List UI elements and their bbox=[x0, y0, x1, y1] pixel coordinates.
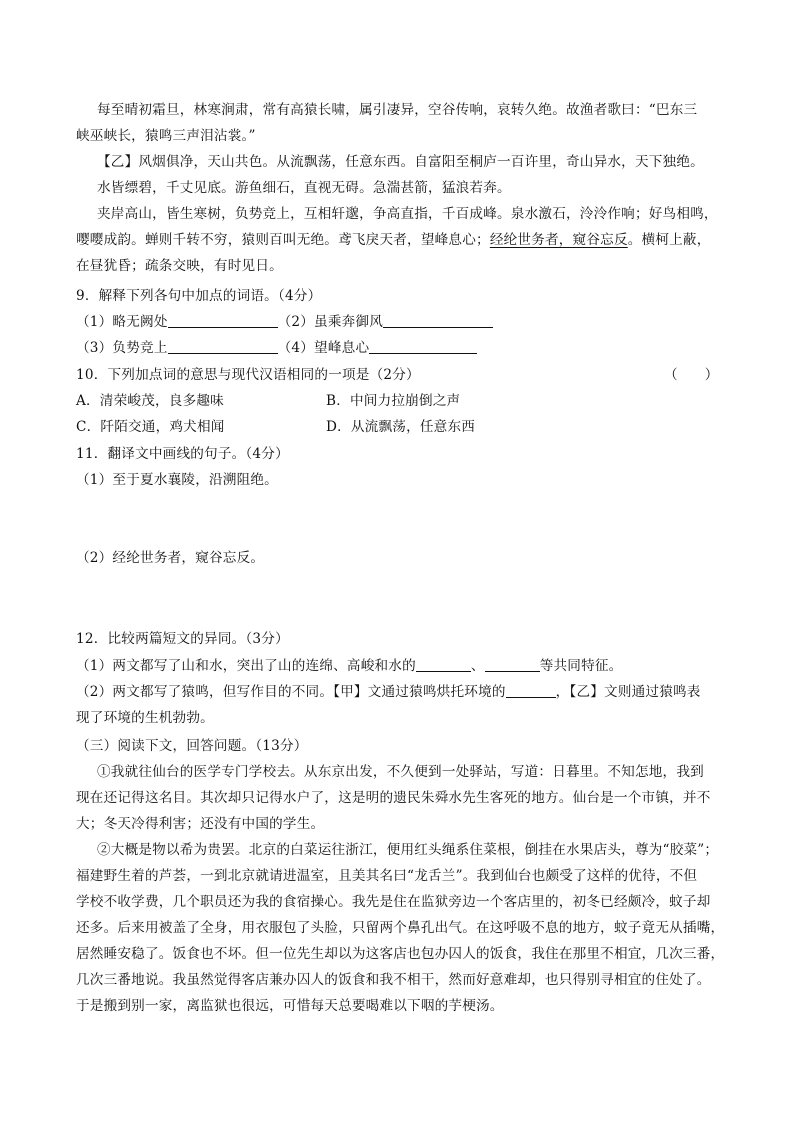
answer-blank[interactable] bbox=[168, 313, 278, 328]
section-3-heading: （三）阅读下文，回答问题。（13分） bbox=[76, 738, 308, 754]
passage-b-line: 在昼犹昏；疏条交映，有时见日。 bbox=[76, 258, 283, 274]
passage-b-text: 。横柯上蔽， bbox=[627, 232, 711, 248]
answer-blank[interactable] bbox=[416, 657, 471, 672]
passage-b-line: 夹岸高山，皆生寒树，负势竞上，互相轩邈，争高直指，千百成峰。泉水激石，泠泠作响；好鸟相鸣， bbox=[97, 206, 718, 222]
question-11-item: （1）至于夏水襄陵，沿溯阻绝。 bbox=[76, 472, 278, 488]
reading-line: 居然睡安稳了。饭食也不坏。但一位先生却以为这客店也包办囚人的饭食，我住在那里不相宜，几次三番， bbox=[76, 946, 725, 962]
passage-b-line bbox=[76, 231, 711, 249]
question-12-item bbox=[76, 683, 701, 701]
option-c[interactable]: C．阡陌交通，鸡犬相闻 bbox=[76, 419, 225, 435]
option-d[interactable]: D．从流飘荡，任意东西 bbox=[326, 419, 476, 435]
question-10-options-row bbox=[76, 392, 716, 410]
reading-line: 于是搬到别一家，离监狱也很远，可惜每天总要喝难以下咽的芋梗汤。 bbox=[76, 998, 504, 1014]
question-9-row bbox=[76, 339, 477, 357]
option-b[interactable]: B．中间力拉崩倒之声 bbox=[326, 393, 461, 409]
answer-blank[interactable] bbox=[485, 657, 540, 672]
question-12-line: 现了环境的生机勃勃。 bbox=[76, 710, 214, 726]
answer-blank[interactable] bbox=[168, 339, 278, 354]
question-12-item bbox=[76, 657, 622, 675]
answer-blank[interactable] bbox=[369, 339, 477, 354]
reading-line: 福建野生着的芦荟，一到北京就请进温室，且美其名曰“龙舌兰”。我到仙台也颇受了这样的优待，不但 bbox=[76, 868, 698, 884]
reading-line: ②大概是物以希为贵罢。北京的白菜运往浙江，便用红头绳系住菜根，倒挂在水果店头，尊为“胶菜”； bbox=[97, 842, 719, 858]
q12-text: （2）两文都写了猿鸣，但写作目的不同。【甲】文通过猿鸣烘托环境的 bbox=[76, 684, 506, 700]
q12-text: （1）两文都写了山和水，突出了山的连绵、高峻和水的 bbox=[76, 658, 416, 674]
underlined-sentence: 经纶世务者，窥谷忘反 bbox=[489, 232, 628, 248]
question-12-stem: 12．比较两篇短文的异同。（3分） bbox=[76, 631, 289, 647]
q9-item-label: （1）略无阙处 bbox=[76, 314, 168, 330]
passage-b-text: 嘤嘤成韵。蝉则千转不穷，猿则百叫无绝。鸢飞戾天者，望峰息心； bbox=[76, 232, 490, 248]
q9-item-label: （4）望峰息心 bbox=[277, 340, 370, 356]
reading-line: 学校不收学费，几个职员还为我的食宿操心。我先是住在监狱旁边一个客店里的，初冬已经颇冷，蚊子却 bbox=[76, 894, 711, 910]
question-11-item: （2）经纶世务者，窥谷忘反。 bbox=[76, 550, 265, 566]
reading-line: ①我就往仙台的医学专门学校去。从东京出发，不久便到一处驿站，写道：日暮里。不知怎地，我到 bbox=[97, 764, 704, 780]
question-9-stem: 9．解释下列各句中加点的词语。（4分） bbox=[76, 288, 322, 304]
q9-item-label: （3）负势竞上 bbox=[76, 340, 168, 356]
q12-text: 、 bbox=[470, 658, 485, 674]
reading-line: 大；冬天冷得利害；还没有中国的学生。 bbox=[76, 816, 325, 832]
question-9-row bbox=[76, 313, 493, 331]
option-a[interactable]: A．清荣峻茂，良多趣味 bbox=[76, 393, 224, 409]
reading-line: 几次三番地说。我虽然觉得客店兼办囚人的饭食和我不相干，然而好意难却，也只得别寻相宜的住处了。 bbox=[76, 972, 711, 988]
answer-parentheses[interactable]: （ ） bbox=[664, 367, 719, 383]
passage-b-line: 【乙】风烟俱净，天山共色。从流飘荡，任意东西。自富阳至桐庐一百许里，奇山异水，天下独绝。 bbox=[97, 154, 704, 170]
q12-text: 等共同特征。 bbox=[539, 658, 623, 674]
question-11-stem: 11．翻译文中画线的句子。（4分） bbox=[76, 446, 289, 462]
passage-b-line: 水皆缥碧，千丈见底。游鱼细石，直视无碍。急湍甚箭，猛浪若奔。 bbox=[97, 180, 511, 196]
answer-blank[interactable] bbox=[506, 683, 556, 698]
reading-line: 还多。后来用被盖了全身，用衣服包了头脸，只留两个鼻孔出气。在这呼吸不息的地方，蚊子竟无从插嘴， bbox=[76, 920, 725, 936]
q9-item-label: （2）虽乘奔御风 bbox=[277, 314, 384, 330]
reading-line: 现在还记得这名目。其次却只记得水户了，这是明的遗民朱舜水先生客死的地方。仙台是一个市镇，并不 bbox=[76, 790, 711, 806]
passage-a-line: 每至晴初霜旦，林寒涧肃，常有高猿长啸，属引凄异，空谷传响，哀转久绝。故渔者歌曰：“巴东三 bbox=[97, 102, 698, 118]
answer-blank[interactable] bbox=[383, 313, 493, 328]
passage-a-line: 峡巫峡长，猿鸣三声泪沾裳。” bbox=[76, 128, 256, 144]
question-10-stem: 10．下列加点词的意思与现代汉语相同的一项是（2分） bbox=[76, 367, 420, 383]
q12-text: ，【乙】文则通过猿鸣表 bbox=[555, 684, 701, 700]
question-10-options-row bbox=[76, 418, 716, 436]
